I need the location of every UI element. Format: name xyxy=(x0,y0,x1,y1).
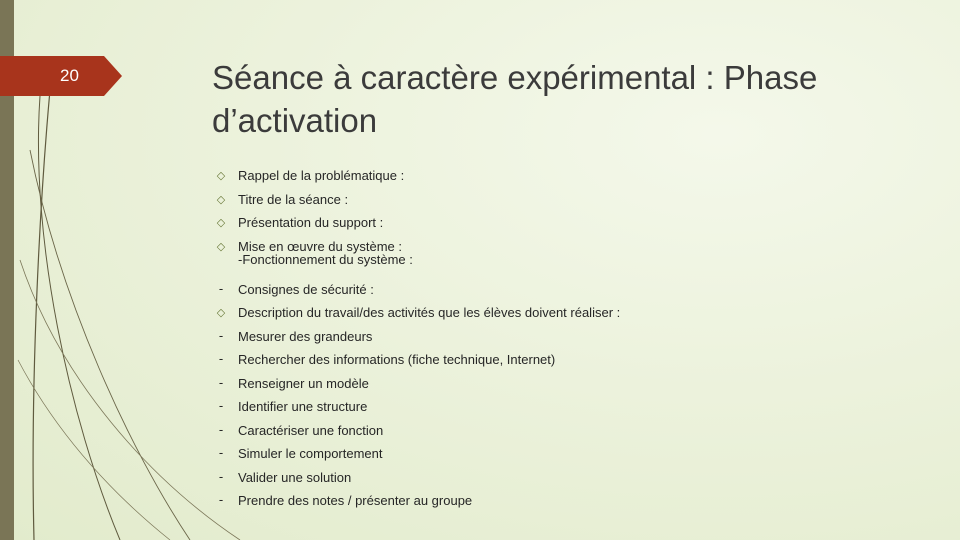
dash-bullet-icon: - xyxy=(218,468,224,484)
dash-bullet-icon: - xyxy=(218,374,224,390)
list-item xyxy=(212,327,932,351)
diamond-bullet-icon: ◇ xyxy=(216,307,226,319)
dash-bullet-icon: - xyxy=(218,492,224,507)
list-item-text xyxy=(238,240,928,266)
list-item-text: Titre de la séance : xyxy=(238,191,349,207)
list-item-text: Simuler le comportement xyxy=(238,446,383,461)
list-item-text: Mesurer des grandeurs xyxy=(238,328,373,344)
list-item xyxy=(212,444,932,468)
dash-bullet-icon: - xyxy=(218,421,224,437)
list-item xyxy=(212,237,932,280)
list-item-text: Identifier une structure xyxy=(238,399,368,414)
list-item xyxy=(212,190,932,214)
list-item-main-text: Mise en œuvre du système : xyxy=(238,238,402,254)
dash-bullet-icon: - xyxy=(218,280,224,296)
list-item-text: Consignes de sécurité : xyxy=(238,281,374,297)
bullet-list xyxy=(212,166,932,515)
list-item-text: Prendre des notes / présenter au groupe xyxy=(238,493,473,508)
list-item-text: Renseigner un modèle xyxy=(238,375,369,391)
list-item-text: Rechercher des informations (fiche technique, Internet) xyxy=(238,352,556,367)
list-item xyxy=(212,303,932,327)
list-item xyxy=(212,491,932,515)
dash-bullet-icon: - xyxy=(218,351,224,366)
list-item xyxy=(212,350,932,374)
list-item-text: Rappel de la problématique : xyxy=(238,168,405,183)
list-item xyxy=(212,374,932,398)
list-item xyxy=(212,468,932,492)
list-item xyxy=(212,166,932,190)
list-item xyxy=(212,280,932,304)
list-item xyxy=(212,213,932,237)
dash-bullet-icon: - xyxy=(218,398,224,413)
list-item-subtext: -Fonctionnement du système : xyxy=(238,251,413,267)
diamond-bullet-icon: ◇ xyxy=(216,240,226,253)
diamond-bullet-icon: ◇ xyxy=(216,193,226,206)
diamond-bullet-icon: ◇ xyxy=(216,217,226,229)
list-item xyxy=(212,421,932,445)
dash-bullet-icon: - xyxy=(218,445,224,460)
list-item-text: Valider une solution xyxy=(238,469,352,485)
list-item-text: Description du travail/des activités que les élèves doivent réaliser : xyxy=(238,305,621,320)
list-item-text: Caractériser une fonction xyxy=(238,422,384,438)
list-item-text: Présentation du support : xyxy=(238,215,384,230)
slide-number: 20 xyxy=(60,66,79,85)
dash-bullet-icon: - xyxy=(218,327,224,343)
diamond-bullet-icon: ◇ xyxy=(216,170,226,182)
slide-title: Séance à caractère expérimental : Phase d’activation xyxy=(212,59,818,139)
list-item xyxy=(212,397,932,421)
